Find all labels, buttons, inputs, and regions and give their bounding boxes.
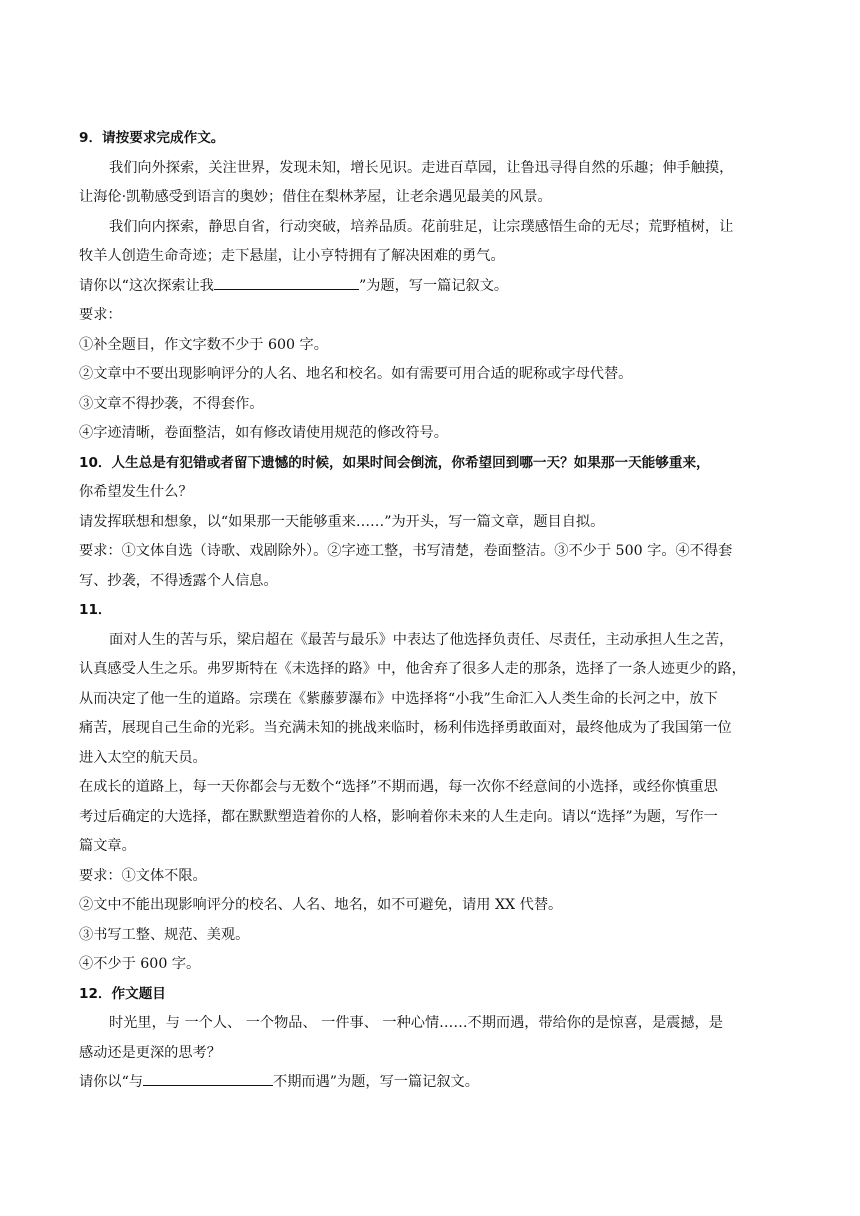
q9-para2-line1: 我们向内探索，静思自省，行动突破，培养品质。花前驻足，让宗璞感悟生命的无尽；荒野植树，让 xyxy=(109,218,734,235)
q11-para1-line2: 认真感受人生之乐。弗罗斯特在《未选择的路》中，他舍弃了很多人走的那条，选择了一条人迹更少的路， xyxy=(79,661,746,677)
q12-prompt-prefix: 请你以“与 xyxy=(79,1074,144,1090)
q10-line4: 要求：①文体自选（诗歌、戏剧除外）。②字迹工整，书写清楚，卷面整洁。③不少于 500 字。④不得套 xyxy=(79,543,733,559)
q9-requirement-4: ④字迹清晰，卷面整洁，如有修改请使用规范的修改符号。 xyxy=(79,425,448,441)
q11-title: 11． xyxy=(79,602,112,618)
q11-para2-line3: 篇文章。 xyxy=(79,838,136,854)
q11-requirement-2: ②文中不能出现影响评分的校名、人名、地名，如不可避免，请用 XX 代替。 xyxy=(79,897,563,913)
q12-prompt-suffix: 不期而遇”为题，写一篇记叙文。 xyxy=(273,1074,479,1090)
q9-title: 9．请按要求完成作文。 xyxy=(79,130,225,146)
q11-para1-line1: 面对人生的苦与乐，梁启超在《最苦与最乐》中表达了他选择负责任、尽责任，主动承担人生之苦， xyxy=(109,631,734,648)
q12-title-blank xyxy=(143,1071,273,1086)
q9-title-blank xyxy=(214,275,359,290)
q11-requirement-4: ④不少于 600 字。 xyxy=(79,956,201,972)
q11-para2-line1: 在成长的道路上，每一天你都会与无数个“选择”不期而遇，每一次你不经意间的小选择，或经你慎重思 xyxy=(79,779,718,795)
q11-requirement-3: ③书写工整、规范、美观。 xyxy=(79,926,250,943)
q11-para2-line2: 考过后确定的大选择，都在默默塑造着你的人格，影响着你未来的人生走向。请以“选择”为题，写作一 xyxy=(79,808,718,825)
q12-prompt xyxy=(79,1068,785,1098)
q9-prompt xyxy=(79,272,785,302)
q11-para1-line3: 从而决定了他一生的道路。宗璞在《紫藤萝瀑布》中选择将“小我”生命汇入人类生命的长河之中，放下 xyxy=(79,690,718,707)
q9-para1-line2: 让海伦·凯勒感受到语言的奥妙；借住在梨林茅屋，让老余遇见最美的风景。 xyxy=(79,189,552,205)
q10-line2: 你希望发生什么？ xyxy=(79,484,193,500)
q11-para1-line5: 进入太空的航天员。 xyxy=(79,749,207,766)
q9-prompt-prefix: 请你以“这次探索让我 xyxy=(79,277,214,294)
q9-requirements-label: 要求： xyxy=(79,307,122,323)
q9-para2-line2: 牧羊人创造生命奇迹；走下悬崖，让小亨特拥有了解决困难的勇气。 xyxy=(79,248,505,264)
q9-requirement-1: ①补全题目，作文字数不少于 600 字。 xyxy=(79,336,328,353)
q11-requirement-1: 要求：①文体不限。 xyxy=(79,867,207,884)
q10-text-1: 10．人生总是有犯错或者留下遗憾的时候，如果时间会倒流，你希望回到哪一天？如果那一天能够重来， xyxy=(79,454,710,471)
q9-para1-line1: 我们向外探索，关注世界，发现未知，增长见识。走进百草园，让鲁迅寻得自然的乐趣；伸手触摸， xyxy=(109,159,734,176)
q10-line5: 写、抄袭，不得透露个人信息。 xyxy=(79,572,278,589)
q9-requirement-2: ②文章中不要出现影响评分的人名、地名和校名。如有需要可用合适的昵称或字母代替。 xyxy=(79,366,633,382)
q10-line1 xyxy=(79,449,785,479)
q12-para1-line2: 感动还是更深的思考？ xyxy=(79,1044,221,1061)
q12-title: 12．作文题目 xyxy=(79,985,166,1002)
q9-requirement-3: ③文章不得抄袭，不得套作。 xyxy=(79,395,264,412)
q9-prompt-suffix: ”为题，写一篇记叙文。 xyxy=(358,277,509,294)
exam-page xyxy=(79,124,785,1098)
q11-para1-line4: 痛苦，展现自己生命的光彩。当充满未知的挑战来临时，杨利伟选择勇敢面对，最终他成为了我国第一位 xyxy=(79,720,732,736)
q12-para1-line1: 时光里，与 一个人、 一个物品、 一件事、 一种心情……不期而遇，带给你的是惊喜，是震撼，是 xyxy=(109,1015,723,1031)
q10-line3: 请发挥联想和想象，以“如果那一天能够重来……”为开头，写一篇文章，题目自拟。 xyxy=(79,513,605,530)
